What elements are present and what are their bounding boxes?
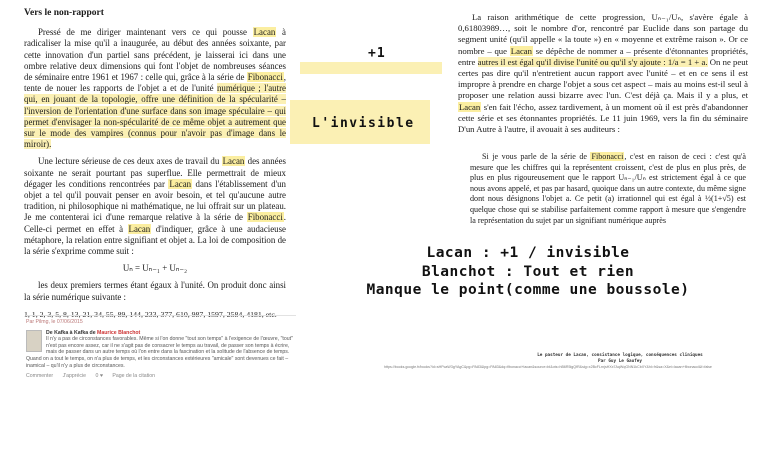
source-url[interactable]: https://books.google.fr/books?id=sHPcaW3gYAgC&pg=PA83&lpg=PA83&dq=fibonacci+lacan&source=bl&ots=hB6R5lgQfR&sig=x2BcFLrnjsHXx7AqWqGNN1kCbXY&hl=fr&sa=X&ei=lacan+fibonacci&f=false — [384, 365, 712, 369]
highlight-passage: numérique ; l'autre qui, en jouant de la topologie, offre une définition de la spécularité – l'inversion de l'orientation d'une surface dans son image spéculaire – qui permet d'envisager la non-spécularité de ce même objet a autrement que sur le mode des vampires (connus pour n'avoir pas d'image dans le miroir). — [24, 83, 286, 150]
author-link[interactable]: Maurice Blanchot — [97, 329, 141, 336]
paragraph-2: Une lecture sérieuse de ces deux axes de travail du Lacan des années soixante ne serait pourtant pas superflue. Elle permettrait de mieux dégager les conditions rencontrées par Lacan dans l'établissement d'un objet a tel qu'il pouvait penser en avoir besoin, et tel qu'aucune autre tradition, ni philosophique ni mathématique, ne lui offrait sur un plateau. Je me contenterai ici d'une remarque relative à la série de Fibonacci. Celle-ci permet en effet à Lacan d'indiquer, grâce à une audacieuse métaphore, la relation entre signifiant et objet a. La loi de composition de la série s'exprime comme suit : — [24, 156, 286, 257]
annotation-invisible: L'invisible — [312, 116, 415, 131]
quote-page-link[interactable]: Page de la citation — [112, 373, 156, 380]
book-caption — [520, 353, 720, 364]
fibonacci-formula: Uₙ = Uₙ₋₁ + Uₙ₋₂ — [122, 263, 188, 274]
book-author: Par Guy Le Gaufey — [598, 358, 642, 364]
paragraph-3: les deux premiers termes étant égaux à l'unité. On produit donc ainsi la série numérique suivante : — [24, 280, 286, 302]
annotation-connector — [300, 62, 442, 74]
highlight-golden-ratio: autres il est égal qu'il divise l'unité ou qu'il s'y ajoute : 1/a = 1 + a. — [477, 56, 708, 67]
left-page-text — [24, 8, 286, 326]
comment-button[interactable]: Commenter — [26, 373, 54, 380]
like-button[interactable]: J'apprécie — [62, 373, 87, 380]
paragraph-1: Pressé de me diriger maintenant vers ce qui pousse Lacan à radicaliser la mise qu'il a inaugurée, au début des années soixante, par cette innovation d'un partiel sans précédent, je laisserai ici dans une ombre relative deux dimensions qui font l'objet de nombreuses séances de séminaire entre 1961 et 1967 : celle qui, grâce à la série de Fibonacci, tente de nouer les rapports de l'objet a et de l'unité numérique ; l'autre qui, en jouant de la topologie, offre une définition de la spécularité – l'inversion de l'orientation d'une surface dans son image spéculaire – qui permet d'envisager la non-spécularité de ce même objet a autrement que sur le mode des vampires (connus pour n'avoir pas d'image dans le miroir). — [24, 27, 286, 150]
highlight-lacan: Lacan — [128, 223, 151, 234]
highlight-lacan: Lacan — [510, 45, 532, 56]
comment-actions — [26, 373, 296, 380]
summary-line-manque: Manque le point(comme une boussole) — [366, 282, 690, 298]
book-thumbnail[interactable] — [26, 330, 42, 352]
section-heading: Vers le non-rapport — [24, 8, 104, 18]
highlight-fibonacci: Fibonacci — [591, 152, 624, 161]
comment-block — [26, 315, 296, 380]
like-count[interactable]: 0 ♥ — [95, 373, 103, 380]
annotation-plus-one: +1 — [368, 46, 386, 61]
right-quote — [470, 152, 746, 226]
highlight-fibonacci: Fibonacci — [247, 72, 283, 83]
highlight-fibonacci: Fibonacci — [247, 212, 283, 223]
lacan-quote: Si je vous parle de la série de Fibonacci, c'est en raison de ceci : c'est qu'à mesure que les chiffres qui la représentent croissent, c'est de plus en plus près, de plus en plus rigoureusement que le rapport Uₙ₋₁/Uₙ est strictement égal à ce que nous avons appelé, et pas par hasard, quoique dans un autre contexte, du même signe dont nous désignons l'objet a. Ce petit (a) irrationnel qui est égal à ½(1+√5) est quelque chose qui se stabilise parfaitement comme rapport à mesure que s'engendre la représentation du sujet par un signifiant numérique auprès — [470, 152, 746, 225]
comment-title: De Kafka à Kafka de Maurice Blanchot — [46, 329, 141, 336]
fibonacci-sequence: 1, 1, 2, 3, 5, 8, 13, 21, 34, 55, 89, 144, 233, 377, 610, 987, 1597, 2584, 4181, etc. — [24, 309, 277, 319]
highlight-lacan: Lacan — [253, 27, 276, 38]
comment-body: Il n'y a pas de circonstances favorables. Même si l'on donne "tout son temps" à l'exigence de l'œuvre, "tout" n'est pas encore assez, car il ne s'agit pas de consacrer le temps au travail, de passer son temps à écrire, mais de passer dans un autre temps où l'on entre dans la fascination et la solitude de l'absence de temps. Quand on a tout le temps, on n'a plus de temps, et les circonstances extérieures "amicale" sont devenues ce fait – inamical – qu'il n'y a plus de circonstances. — [26, 336, 293, 369]
book-title: Le pasteur de Lacan, consistance logique, conséquences cliniques — [537, 353, 703, 358]
summary-line-blanchot: Blanchot : Tout et rien — [421, 263, 635, 280]
comment-meta: Par Pilmg, le 07/06/2015 — [26, 319, 83, 325]
highlight-lacan: Lacan — [222, 156, 245, 167]
right-paragraph-1: La raison arithmétique de cette progression, Uₙ₋₁/Uₙ, s'avère égale à 0,61803989…, soit le nombre d'or, rencontré par Euclide dans son partage du segment unité (qu'il appelle « la toute ») en « moyenne et extrême raison ». Or ce nombre – que Lacan se dépêche de nommer a – présente d'étonnantes propriétés, entre autres il est égal qu'il divise l'unité ou qu'il s'y ajoute : 1/a = 1 + a. On ne peut certes pas dire qu'il n'entretient aucun rapport avec l'unité – et en ce sens il est impropre à prendre en charge l'objet a sous cet aspect – mais au moins est-il seul à proposer une relation aussi bizarre avec l'un. C'est déjà ça. Mais il y a plus, et Lacan s'en fait l'écho, assez tardivement, à un moment où il est près d'abandonner cette série et ses étonnantes propriétés. Le 11 juin 1969, vers la fin du séminaire D'un Autre à l'autre, il avouait à ses auditeurs : — [458, 12, 748, 135]
summary-notes — [318, 244, 738, 300]
highlight-lacan: Lacan — [169, 178, 192, 189]
right-page-text — [458, 12, 748, 139]
summary-line-lacan: Lacan : +1 / invisible — [426, 245, 630, 261]
highlight-lacan: Lacan — [459, 101, 481, 112]
